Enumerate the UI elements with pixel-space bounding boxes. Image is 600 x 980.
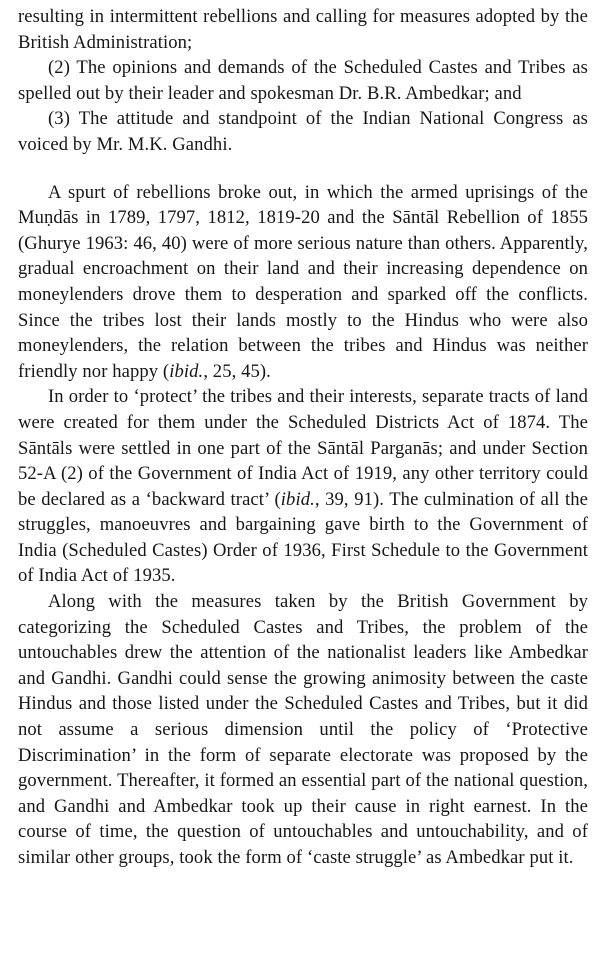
list-item-number: (3) (48, 108, 70, 130)
paragraph-rebellions (18, 180, 588, 385)
paragraph-text: , 39, 91). The culmination of all the struggles, manoeuvres and bargaining gave birth to the Government of India (Scheduled Castes) Order of 1936, First Schedule to the Government of India Act of 1935. (18, 488, 589, 587)
list-item-2 (18, 55, 588, 106)
list-item-number: (2) (48, 57, 70, 79)
paragraph-text: In order to ‘protect’ the tribes and their interests, separate tracts of land were created for them under the Scheduled Districts Act of 1874. The Sāntāls were settled in one part of the Sāntāl Parganās; and under Section 52-A (2) of the Government of India Act of 1919, any other territory could be declared as a ‘backward tract’ ( (18, 386, 588, 510)
list-item-1-continuation (18, 4, 588, 55)
list-item-3 (18, 106, 588, 157)
paragraph-text: A spurt of rebellions broke out, in which the armed uprisings of the Muṇdās in 1789, 1797, 1812, 1819-20 and the Sāntāl Rebellion of 1855 (Ghurye 1963: 46, 40) were of more serious nature than others. Apparently, gradual encroachment on their land and their increasing dependence on moneylenders drove them to desperation and sparked off the conflicts. Since the tribes lost their lands mostly to the Hindus who were also moneylenders, the relation between the tribes and Hindus was neither friendly nor happy ( (18, 181, 588, 382)
paragraph-protect-tribes (18, 384, 588, 589)
list-item-text: resulting in intermittent rebellions and calling for measures adopted by the British Administration; (18, 6, 588, 53)
ibid-citation: ibid. (169, 360, 204, 382)
list-item-text: The opinions and demands of the Scheduled Castes and Tribes as spelled out by their leader and spokesman Dr. B.R. Ambedkar; and (18, 57, 588, 104)
list-item-text: The attitude and standpoint of the Indian National Congress as voiced by Mr. M.K. Gandhi. (18, 108, 589, 155)
paragraph-text: , 25, 45). (203, 360, 271, 382)
section-gap (18, 158, 588, 180)
ibid-citation: ibid. (280, 488, 315, 510)
paragraph-untouchables (18, 589, 588, 871)
paragraph-text: Along with the measures taken by the British Government by categorizing the Scheduled Castes and Tribes, the problem of the untouchables drew the attention of the nationalist leaders like Ambedkar and Gandhi. Gandhi could sense the growing animosity between the caste Hindus and those listed under the Scheduled Castes and Tribes, but it did not assume a serious dimension until the policy of ‘Protective Discrimination’ in the form of separate electorate was proposed by the government. Thereafter, it formed an essential part of the national question, and Gandhi and Ambedkar took up their cause in right earnest. In the course of time, the question of untouchables and untouchability, and of similar other groups, took the form of ‘caste struggle’ as Ambedkar put it. (18, 591, 588, 868)
